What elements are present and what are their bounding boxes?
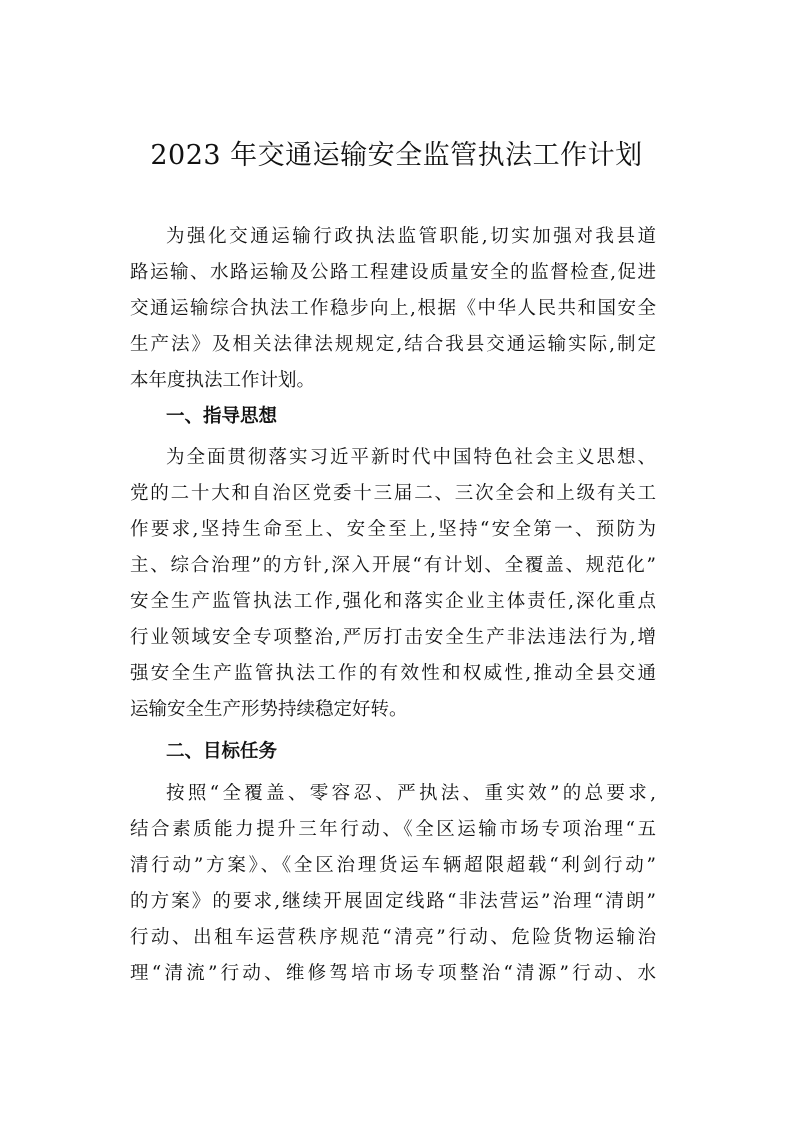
text-line: 为强化交通运输行政执法监管职能,切实加强对我县道: [166, 226, 656, 247]
section-heading-goals-tasks: 二、目标任务: [166, 741, 278, 762]
text-line: 党的二十大和自治区党委十三届二、三次全会和上级有关工: [130, 483, 656, 504]
text-line: 生产法》及相关法律法规规定,结合我县交通运输实际,制定: [130, 334, 656, 355]
text-line: 的方案》的要求,继续开展固定线路“非法营运”治理“清朗”: [130, 891, 656, 912]
section-heading-guiding-ideology: 一、指导思想: [166, 406, 278, 427]
text-line: 本年度执法工作计划。: [130, 370, 316, 391]
text-line: 行动、出租车运营秩序规范“清亮”行动、危险货物运输治: [130, 927, 656, 948]
text-line: 主、综合治理”的方针,深入开展“有计划、全覆盖、规范化”: [130, 555, 656, 576]
text-line: 按照“全覆盖、零容忍、严执法、重实效”的总要求,: [166, 783, 656, 804]
text-line: 运输安全生产形势持续稳定好转。: [130, 699, 408, 720]
intro-paragraph: [130, 219, 656, 992]
text-line: 交通运输综合执法工作稳步向上,根据《中华人民共和国安全: [130, 298, 656, 319]
document-title: 2023 年交通运输安全监管执法工作计划: [150, 140, 643, 171]
text-line: 结合素质能力提升三年行动、《全区运输市场专项治理“五: [130, 819, 656, 840]
text-line: 路运输、水路运输及公路工程建设质量安全的监督检查,促进: [130, 262, 656, 283]
text-line: 作要求,坚持生命至上、安全至上,坚持“安全第一、预防为: [130, 519, 656, 540]
text-line: 理“清流”行动、维修驾培市场专项整治“清源”行动、水: [130, 963, 656, 984]
text-line: 行业领域安全专项整治,严厉打击安全生产非法违法行为,增: [130, 627, 656, 648]
text-line: 清行动”方案》、《全区治理货运车辆超限超载“利剑行动”: [130, 855, 656, 876]
text-line: 安全生产监管执法工作,强化和落实企业主体责任,深化重点: [130, 591, 656, 612]
text-line: 为全面贯彻落实习近平新时代中国特色社会主义思想、: [166, 447, 656, 468]
text-line: 强安全生产监管执法工作的有效性和权威性,推动全县交通: [130, 663, 656, 684]
